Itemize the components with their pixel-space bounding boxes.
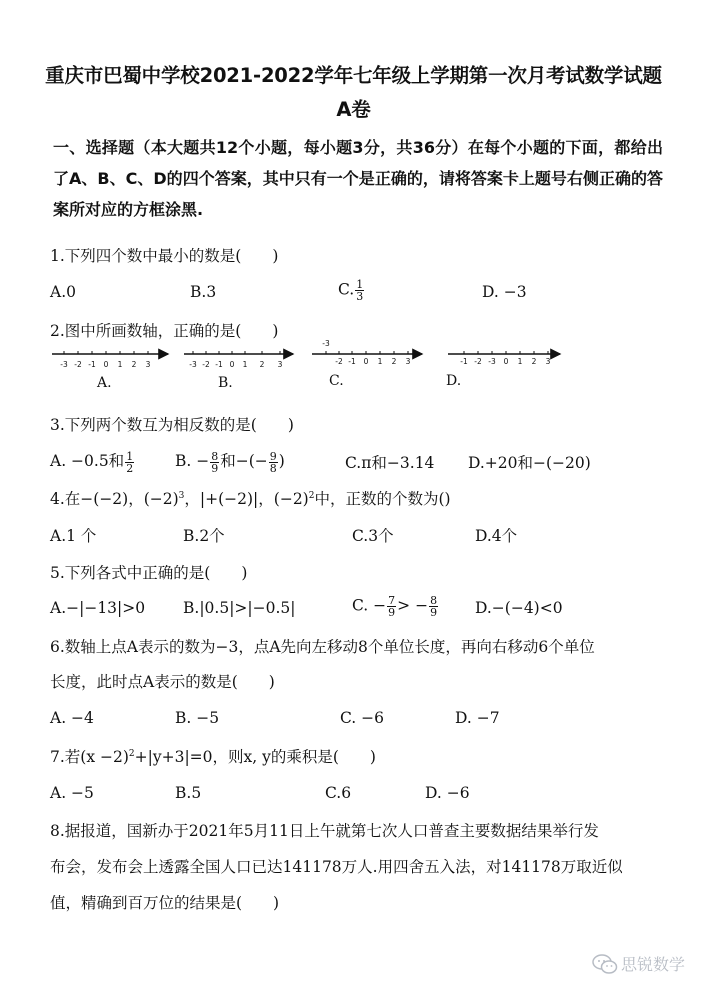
denominator: 2 <box>126 461 134 475</box>
exponent: 3 <box>178 490 185 501</box>
tick-label: -3 <box>488 357 496 366</box>
tick-label: 1 <box>517 357 523 366</box>
question-6-option-b: B. −5 <box>175 709 220 727</box>
number-line-d-label: D. <box>446 373 462 389</box>
question-2-stem: 2.图中所画数轴，正确的是( ) <box>50 322 279 340</box>
exponent: 2 <box>308 490 315 501</box>
tick-label: 2 <box>531 357 537 366</box>
wechat-icon <box>592 953 618 975</box>
number-line-c <box>312 339 422 366</box>
question-1-option-d: D. −3 <box>482 283 527 301</box>
option-c-prefix: C. <box>338 280 355 299</box>
question-4-stem <box>50 487 451 509</box>
question-3-option-b <box>175 449 285 474</box>
tick-label: 3 <box>145 360 151 369</box>
tick-label: 0 <box>363 357 369 366</box>
question-8-stem-line-3: 值，精确到百万位的结果是( ) <box>50 894 280 912</box>
tick-label: 2 <box>259 360 265 369</box>
tick-label: 0 <box>103 360 109 369</box>
tick-label: -2 <box>474 357 482 366</box>
option-b-text: B. − <box>175 452 210 470</box>
question-5-option-a: A.−|−13|>0 <box>50 599 146 617</box>
tick-label: 0 <box>503 357 509 366</box>
tick-label: 2 <box>391 357 397 366</box>
tick-label: -3 <box>322 339 330 348</box>
numerator: 9 <box>269 449 277 463</box>
stem-part: +|y+3|=0，则x, y的乘积是( ) <box>134 748 376 766</box>
tick-label: -1 <box>215 360 223 369</box>
question-8-stem-line-1: 8.据报道，国新办于2021年5月11日上午就第七次人口普查主要数据结果举行发 <box>50 822 599 840</box>
section-instructions: 一、选择题（本大题共12个小题，每小题3分，共36分）在每个小题的下面，都给出了A、B、C、D的四个答案，其中只有一个是正确的，请将答案卡上题号右侧正确的答案所对应的方框涂黑. <box>53 138 663 219</box>
question-7-option-a: A. −5 <box>50 784 94 802</box>
question-7-option-d: D. −6 <box>425 784 470 802</box>
number-line-figures <box>50 339 570 374</box>
tick-label: 3 <box>545 357 551 366</box>
question-7-option-c: C.6 <box>325 784 352 802</box>
fraction <box>355 279 364 302</box>
question-6-stem-line-1: 6.数轴上点A表示的数为−3，点A先向左移动8个单位长度，再向右移动6个单位 <box>50 638 595 656</box>
number-line-b-label: B. <box>218 375 233 391</box>
document-subtitle: A卷 <box>336 98 371 121</box>
question-5-option-b: B.|0.5|>|−0.5| <box>183 599 296 617</box>
question-7-stem <box>50 745 376 767</box>
numerator: 8 <box>430 594 438 607</box>
fraction <box>125 451 134 474</box>
tick-label: -2 <box>74 360 82 369</box>
tick-label: -3 <box>189 360 197 369</box>
numerator: 1 <box>356 278 364 291</box>
denominator: 3 <box>356 290 364 303</box>
document-title: 重庆市巴蜀中学校2021-2022学年七年级上学期第一次月考试数学试题 <box>45 64 662 87</box>
numerator: 8 <box>211 449 219 463</box>
question-6-option-c: C. −6 <box>340 709 385 727</box>
tick-label: -2 <box>335 357 343 366</box>
question-6-option-a: A. −4 <box>50 709 94 727</box>
question-5-option-c <box>352 595 439 618</box>
fraction <box>387 595 396 618</box>
tick-label: 0 <box>229 360 235 369</box>
number-line-a <box>52 351 168 369</box>
fraction <box>210 451 219 474</box>
question-4-option-a: A.1 个 <box>50 527 97 545</box>
watermark-text: 思锐数学 <box>620 955 685 974</box>
option-b-middle: 和−(− <box>220 452 268 470</box>
question-4-option-d: D.4个 <box>475 527 518 545</box>
question-5-stem: 5.下列各式中正确的是( ) <box>50 564 248 582</box>
option-a-text: A. −0.5和 <box>50 452 125 470</box>
question-3-option-c: C.π和−3.14 <box>345 454 435 472</box>
tick-label: -1 <box>348 357 356 366</box>
denominator: 9 <box>211 461 219 475</box>
question-7-option-b: B.5 <box>175 784 202 802</box>
question-1-option-c <box>338 279 365 302</box>
question-8-stem-line-2: 布会，发布会上透露全国人口已达141178万人.用四舍五入法，对141178万取近似 <box>50 858 623 876</box>
stem-part: 中，正数的个数为() <box>314 490 451 508</box>
fraction <box>269 451 278 474</box>
watermark <box>592 952 685 975</box>
stem-part: ，|+(−2)|，(−2) <box>184 490 309 508</box>
question-4-option-c: C.3个 <box>352 527 394 545</box>
stem-part: 4.在−(−2)，(−2) <box>50 490 179 508</box>
numerator: 7 <box>388 594 396 607</box>
option-c-text: C. − <box>352 596 387 615</box>
question-1-option-b: B.3 <box>190 283 217 301</box>
question-3-stem: 3.下列两个数互为相反数的是( ) <box>50 416 294 434</box>
question-5-option-d: D.−(−4)<0 <box>475 599 563 617</box>
stem-part: 7.若(x −2) <box>50 748 129 766</box>
tick-label: 2 <box>131 360 137 369</box>
question-3-option-d: D.+20和−(−20) <box>468 454 591 472</box>
denominator: 8 <box>269 461 277 475</box>
tick-label: 1 <box>117 360 123 369</box>
tick-label: 1 <box>242 360 248 369</box>
exponent: 2 <box>128 748 135 759</box>
question-1-stem: 1.下列四个数中最小的数是( ) <box>50 247 279 265</box>
tick-label: 1 <box>377 357 383 366</box>
tick-label: -1 <box>460 357 468 366</box>
question-6-option-d: D. −7 <box>455 709 500 727</box>
option-c-middle: > − <box>397 596 429 615</box>
denominator: 9 <box>430 606 438 619</box>
tick-label: -3 <box>60 360 68 369</box>
tick-label: -2 <box>202 360 210 369</box>
tick-label: 3 <box>277 360 283 369</box>
number-line-c-label: C. <box>329 373 344 389</box>
number-line-d <box>448 351 560 366</box>
numerator: 1 <box>126 449 134 463</box>
option-b-end: ) <box>278 452 285 470</box>
question-1-option-a: A.0 <box>50 283 76 301</box>
tick-label: -1 <box>88 360 96 369</box>
number-line-b <box>184 351 293 369</box>
tick-label: 3 <box>405 357 411 366</box>
question-3-option-a <box>50 449 135 474</box>
question-6-stem-line-2: 长度，此时点A表示的数是( ) <box>50 673 275 691</box>
number-line-a-label: A. <box>97 375 112 391</box>
denominator: 9 <box>388 606 396 619</box>
fraction <box>429 595 438 618</box>
question-4-option-b: B.2个 <box>183 527 225 545</box>
